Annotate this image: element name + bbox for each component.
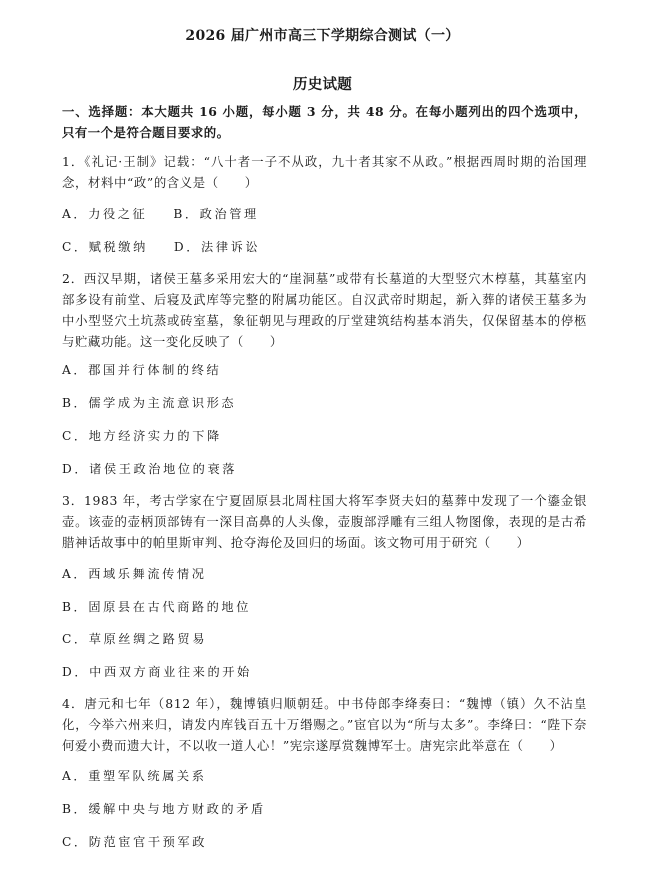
question-1-option-a[interactable]: A．力役之征 (62, 207, 148, 221)
subject-title: 历史试题 (292, 76, 353, 93)
question-2-option-a[interactable]: A．郡国并行体制的终结 (62, 363, 222, 377)
question-1-option-b[interactable]: B．政治管理 (173, 207, 259, 221)
question-2-option-c[interactable]: C．地方经济实力的下降 (62, 429, 222, 443)
question-3-option-d[interactable]: D．中西双方商业往来的开始 (62, 665, 252, 679)
question-1-option-c[interactable]: C．赋税缴纳 (62, 240, 148, 254)
question-1-options-row-2 (62, 238, 286, 256)
question-2-option-d[interactable]: D．诸侯王政治地位的衰落 (62, 462, 238, 476)
question-3-option-a[interactable]: A．西域乐舞流传情况 (62, 567, 207, 581)
section-heading: 一、选择题：本大题共 16 小题，每小题 3 分，共 48 分。在每小题列出的四个选项中，只有一个是符合题目要求的。 (62, 104, 587, 140)
question-2-stem: 2．西汉早期，诸侯王墓多采用宏大的“崖洞墓”或带有长墓道的大型竖穴木椁墓，其墓室内部多设有前堂、后寝及武库等完整的附属功能区。自汉武帝时期起，新入葬的诸侯王墓多为中小型竖穴土坑蒸或砖室墓，象征朝见与理政的厅堂建筑结构基本消失，仅保留基本的停柩与贮藏功能。这一变化反映了（ ） (62, 271, 587, 349)
question-4-option-a[interactable]: A．重塑军队统属关系 (62, 769, 207, 783)
question-4-stem: 4．唐元和七年（812 年），魏博镇归顺朝廷。中书侍郎李绛奏曰：“魏博（镇）久不沾皇化，今举六州来归，请发内库钱百五十万缗赐之。”宦官以为“所与太多”。李绛曰：“陛下奈何爱小费而遗大计，不以收一道人心！”宪宗遂厚赏魏博军士。唐宪宗此举意在（ ） (62, 696, 587, 753)
question-2-option-b[interactable]: B．儒学成为主流意识形态 (62, 396, 237, 410)
exam-title: 2026 届广州市高三下学期综合测试（一） (185, 28, 460, 44)
question-4-option-c[interactable]: C．防范宦官干预军政 (62, 835, 208, 849)
question-1-stem: 1．《礼记·王制》记载：“八十者一子不从政，九十者其家不从政。”根据西周时期的治国理念，材料中“政”的含义是（ ） (62, 154, 587, 190)
question-3-stem: 3．1983 年，考古学家在宁夏固原县北周柱国大将军李贤夫妇的墓葬中发现了一个鎏金银壶。该壶的壶柄顶部铸有一深目高鼻的人头像，壶腹部浮雕有三组人物图像，表现的是古希腊神话故事中的帕里斯审判、抢夺海伦及回归的场面。该文物可用于研究（ ） (62, 493, 587, 550)
question-4-option-b[interactable]: B．缓解中央与地方财政的矛盾 (62, 802, 266, 816)
question-3-option-b[interactable]: B．固原县在古代商路的地位 (62, 600, 252, 614)
question-1-options-row-1 (62, 205, 285, 223)
question-1-option-d[interactable]: D．法律诉讼 (173, 240, 261, 254)
question-3-option-c[interactable]: C．草原丝绸之路贸易 (62, 632, 208, 646)
